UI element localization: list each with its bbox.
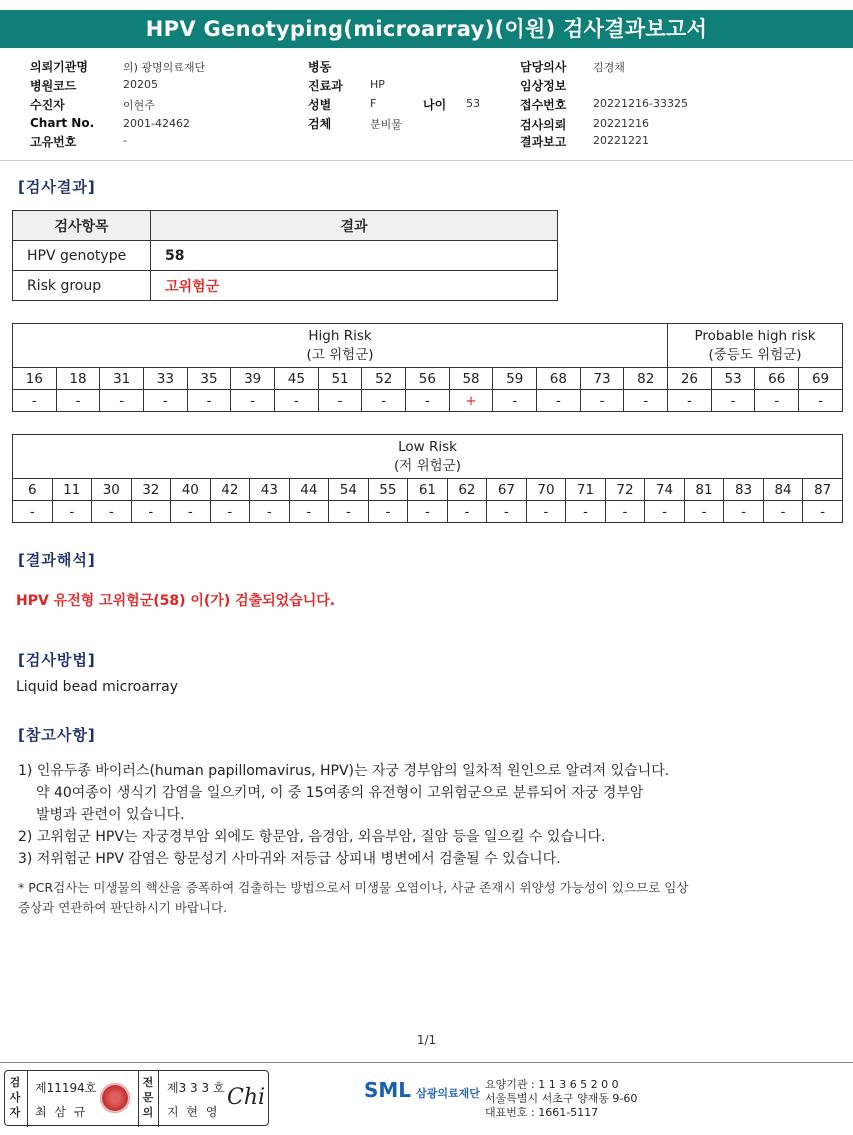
value: 20221216 [593, 117, 649, 130]
genotype-type: 84 [763, 479, 803, 501]
row-item: HPV genotype [13, 241, 151, 271]
label-char: 의 [142, 1106, 154, 1119]
page-number: 1/1 [416, 1033, 437, 1047]
value: 김경채 [593, 61, 625, 74]
signature-box [4, 1070, 269, 1126]
label: 성별 [308, 98, 332, 112]
interpretation-text: HPV 유전형 고위험군(58) 이(가) 검출되었습니다. [16, 593, 336, 609]
value: 이현주 [123, 99, 155, 112]
section-result: [검사결과] [18, 178, 96, 196]
genotype-result: - [144, 390, 188, 412]
low-risk-header [13, 435, 843, 479]
genotype-result: - [580, 390, 624, 412]
low-risk-table [12, 434, 843, 523]
value: 53 [466, 97, 480, 110]
company-logo [364, 1078, 480, 1102]
genotype-type: 43 [250, 479, 290, 501]
genotype-result: - [368, 501, 408, 523]
section-reference: [참고사항] [18, 726, 96, 744]
label: 수진자 [30, 98, 65, 112]
header-result: 결과 [151, 211, 558, 241]
label-char: 사 [9, 1091, 21, 1104]
value: 20205 [123, 78, 158, 91]
note-line: 약 40여종이 생식기 감염을 일으키며, 이 중 15여종의 유전형이 고위험군으로 분류되어 자궁 경부암 [36, 785, 644, 801]
genotype-result: - [250, 501, 290, 523]
label: 접수번호 [520, 98, 567, 112]
genotype-type: 26 [668, 368, 712, 390]
genotype-result: - [566, 501, 606, 523]
label: 진료과 [308, 79, 343, 93]
genotype-result: - [487, 501, 527, 523]
label-char: 검 [9, 1076, 21, 1089]
genotype-type: 82 [624, 368, 668, 390]
genotype-type: 39 [231, 368, 275, 390]
label: 담당의사 [520, 60, 567, 74]
tester-label [8, 1075, 22, 1120]
genotype-type: 32 [131, 479, 171, 501]
genotype-result: - [645, 501, 685, 523]
genotype-result: - [406, 390, 450, 412]
value: HP [370, 78, 385, 91]
high-risk-table [12, 323, 843, 412]
row-item: Risk group [13, 271, 151, 301]
genotype-result: - [537, 390, 581, 412]
genotype-result: - [187, 390, 231, 412]
genotype-type: 18 [56, 368, 100, 390]
genotype-type: 87 [803, 479, 843, 501]
label-char: 전 [142, 1076, 154, 1089]
label: 의뢰기관명 [30, 60, 88, 74]
label: 고유번호 [30, 135, 77, 149]
genotype-result: - [362, 390, 406, 412]
genotype-type: 6 [13, 479, 53, 501]
label: 임상정보 [520, 79, 567, 93]
title: Low Risk [398, 438, 457, 455]
genotype-result: - [100, 390, 144, 412]
label: 병원코드 [30, 79, 77, 93]
contact-line: 요양기관 : 1 1 3 6 5 2 0 0 [485, 1078, 619, 1091]
genotype-result: - [803, 501, 843, 523]
doctor-label [141, 1075, 155, 1120]
value: 2001-42462 [123, 117, 190, 130]
contact-line: 대표번호 : 1661-5117 [485, 1106, 599, 1119]
genotype-result: - [605, 501, 645, 523]
genotype-type: 11 [52, 479, 92, 501]
genotype-type: 72 [605, 479, 645, 501]
subtitle: (중등도 위험군) [708, 346, 802, 363]
label: 결과보고 [520, 135, 567, 149]
genotype-result: - [131, 501, 171, 523]
genotype-type: 68 [537, 368, 581, 390]
doctor-number: 제3 3 3 호 [167, 1081, 225, 1095]
genotype-result: - [52, 501, 92, 523]
value: 20221216-33325 [593, 97, 688, 110]
genotype-type: 81 [684, 479, 724, 501]
genotype-type: 59 [493, 368, 537, 390]
value: 20221221 [593, 134, 649, 147]
method-text: Liquid bead microarray [16, 679, 179, 695]
genotype-type: 45 [275, 368, 319, 390]
label: 병동 [308, 60, 332, 74]
value: F [370, 97, 377, 110]
genotype-result: - [13, 501, 53, 523]
genotype-result: - [526, 501, 566, 523]
genotype-type: 40 [171, 479, 211, 501]
genotype-result: - [724, 501, 764, 523]
genotype-result: - [624, 390, 668, 412]
section-method: [검사방법] [18, 651, 96, 669]
subtitle: (저 위험군) [394, 457, 461, 474]
value: 분비물 [370, 118, 402, 131]
genotype-result: - [231, 390, 275, 412]
header-item: 검사항목 [13, 211, 151, 241]
report-title: HPV Genotyping(microarray)(이원) 검사결과보고서 [0, 10, 853, 48]
genotype-type: 54 [329, 479, 369, 501]
genotype-result: - [275, 390, 319, 412]
genotype-result: - [684, 501, 724, 523]
disclaimer-line: 증상과 연관하여 판단하시기 바랍니다. [18, 900, 228, 915]
section-interpretation: [결과해석] [18, 551, 96, 569]
disclaimer-line: * PCR검사는 미생물의 핵산을 증폭하여 검출하는 방법으로서 미생물 오염이나, 사균 존재시 위양성 가능성이 있으므로 임상 [18, 880, 689, 895]
disclaimer [18, 878, 818, 918]
row-value: 고위험군 [151, 271, 558, 301]
genotype-type: 73 [580, 368, 624, 390]
genotype-result: - [763, 501, 803, 523]
genotype-type: 33 [144, 368, 188, 390]
note-line: 발병과 관련이 있습니다. [36, 807, 185, 823]
genotype-type: 66 [755, 368, 799, 390]
genotype-type: 53 [711, 368, 755, 390]
genotype-type: 52 [362, 368, 406, 390]
tester-name: 최 삼 규 [35, 1105, 88, 1119]
genotype-type: 55 [368, 479, 408, 501]
genotype-type: 35 [187, 368, 231, 390]
note-line: 3) 저위험군 HPV 감염은 항문성기 사마귀와 저등급 상피내 병변에서 검출될 수 있습니다. [18, 851, 561, 867]
genotype-result: - [56, 390, 100, 412]
patient-info [0, 56, 853, 161]
genotype-result: + [449, 390, 493, 412]
genotype-result: - [493, 390, 537, 412]
signature-image: Chi [227, 1085, 266, 1110]
genotype-type: 31 [100, 368, 144, 390]
title: High Risk [308, 327, 372, 344]
label: 검사의뢰 [520, 118, 567, 132]
result-table [12, 210, 558, 301]
genotype-result: - [92, 501, 132, 523]
note-line: 1) 인유두종 바이러스(human papillomavirus, HPV)는 자궁 경부암의 일차적 원인으로 알려져 있습니다. [18, 763, 670, 779]
genotype-type: 30 [92, 479, 132, 501]
genotype-type: 16 [13, 368, 57, 390]
genotype-type: 51 [318, 368, 362, 390]
genotype-type: 61 [408, 479, 448, 501]
genotype-result: - [447, 501, 487, 523]
label-char: 문 [142, 1091, 154, 1104]
genotype-result: - [668, 390, 712, 412]
genotype-result: - [13, 390, 57, 412]
high-risk-header [13, 324, 668, 368]
genotype-type: 44 [289, 479, 329, 501]
genotype-result: - [289, 501, 329, 523]
logo-text: SML [364, 1078, 412, 1102]
genotype-result: - [755, 390, 799, 412]
genotype-result: - [408, 501, 448, 523]
genotype-result: - [711, 390, 755, 412]
seal-icon [100, 1083, 130, 1113]
subtitle: (고 위험군) [306, 346, 374, 363]
genotype-type: 70 [526, 479, 566, 501]
tester-number: 제11194호 [35, 1081, 97, 1095]
genotype-result: - [799, 390, 843, 412]
genotype-result: - [329, 501, 369, 523]
reference-notes [18, 760, 838, 870]
genotype-type: 83 [724, 479, 764, 501]
genotype-result: - [318, 390, 362, 412]
contact-line: 서울특별시 서초구 양재동 9-60 [485, 1092, 638, 1105]
genotype-type: 56 [406, 368, 450, 390]
genotype-type: 67 [487, 479, 527, 501]
row-value: 58 [151, 241, 558, 271]
genotype-type: 71 [566, 479, 606, 501]
label: 검체 [308, 117, 332, 131]
genotype-type: 58 [449, 368, 493, 390]
value: - [123, 134, 127, 147]
genotype-type: 62 [447, 479, 487, 501]
genotype-type: 69 [799, 368, 843, 390]
doctor-name: 지 현 영 [167, 1105, 220, 1119]
value: 의) 광명의료재단 [123, 61, 206, 74]
divider [158, 1071, 159, 1127]
genotype-result: - [171, 501, 211, 523]
genotype-type: 42 [210, 479, 250, 501]
genotype-type: 74 [645, 479, 685, 501]
genotype-result: - [210, 501, 250, 523]
label-char: 자 [9, 1106, 21, 1119]
note-line: 2) 고위험군 HPV는 자궁경부암 외에도 항문암, 음경암, 외음부암, 질암 등을 일으킬 수 있습니다. [18, 829, 606, 845]
footer-divider [0, 1062, 853, 1063]
label: 나이 [423, 98, 447, 112]
company-name: 삼광의료재단 [416, 1087, 480, 1100]
divider [138, 1071, 139, 1127]
label: Chart No. [30, 116, 95, 130]
title: Probable high risk [694, 327, 816, 344]
probable-risk-header [668, 324, 843, 368]
divider [27, 1071, 28, 1127]
company-contact [485, 1078, 637, 1120]
